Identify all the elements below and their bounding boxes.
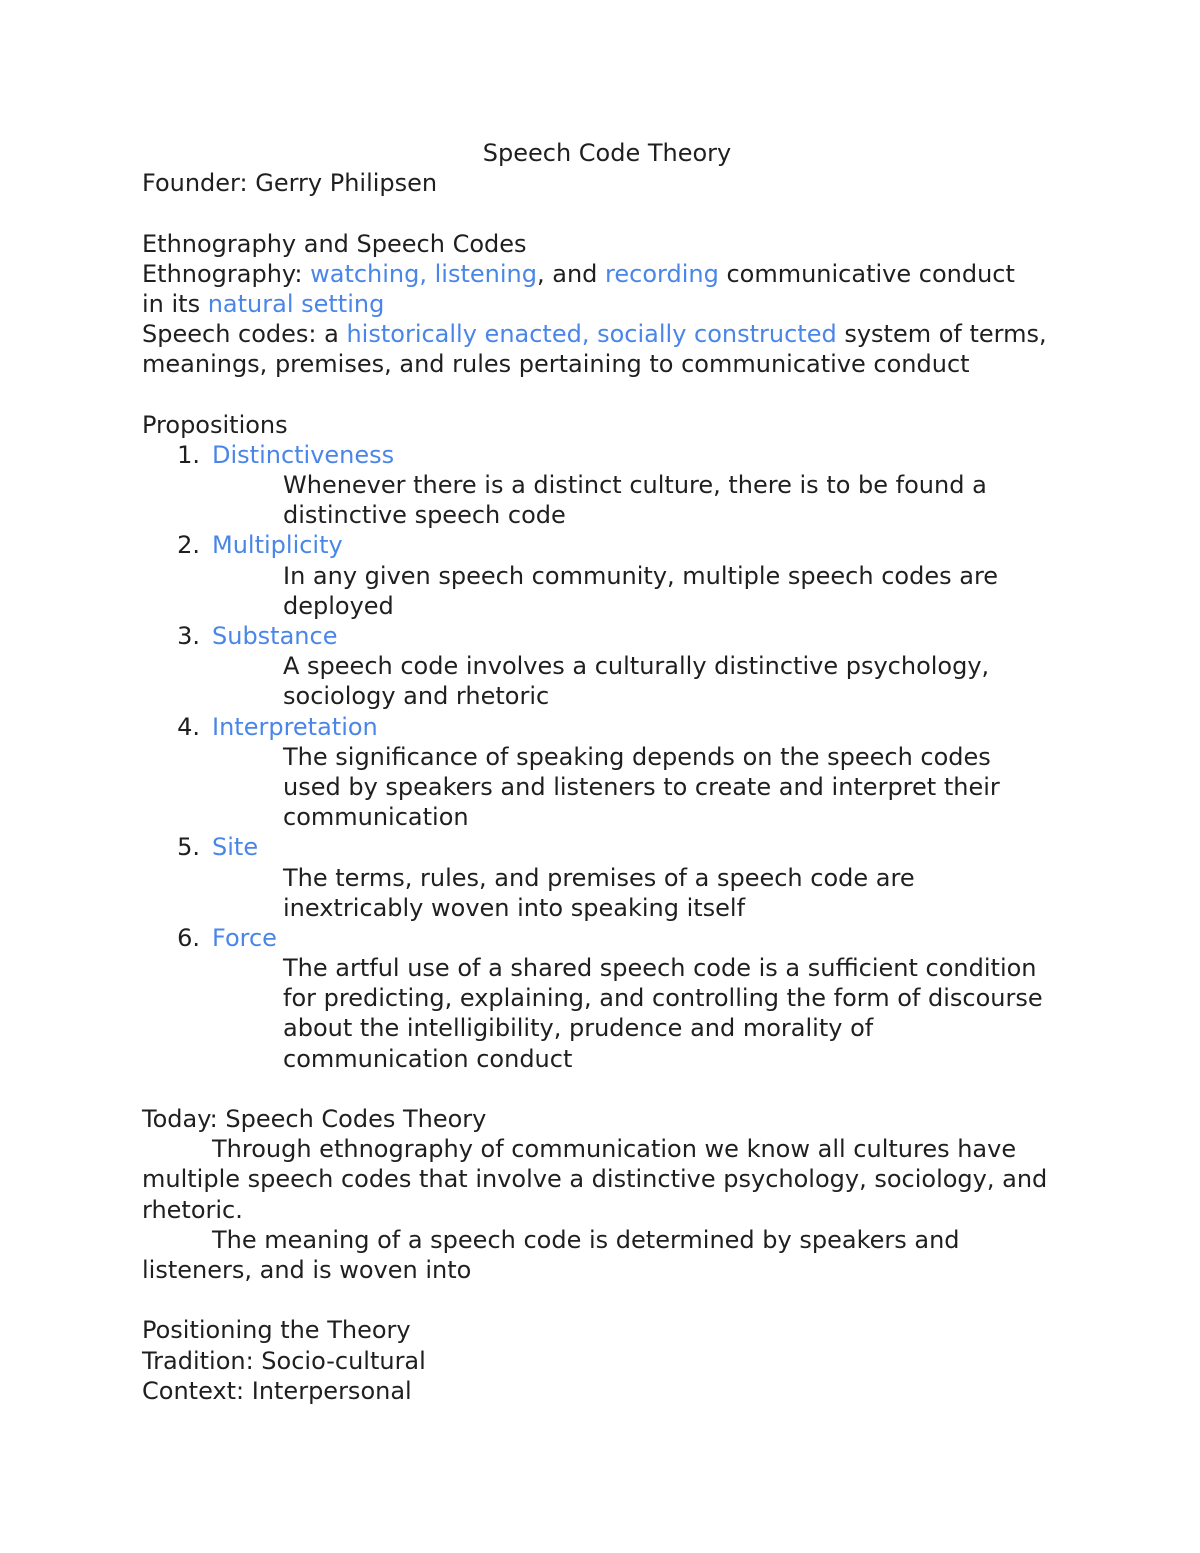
section-heading-ethnography: Ethnography and Speech Codes <box>142 229 527 258</box>
text-run: Ethnography: <box>142 259 311 288</box>
proposition-number: 3. <box>177 622 200 650</box>
proposition-number: 5. <box>177 833 200 862</box>
proposition-name: Substance <box>212 622 338 650</box>
proposition-name: Distinctiveness <box>212 440 395 469</box>
document-title: Speech Code Theory <box>482 139 732 167</box>
founder-line: Founder: Gerry Philipsen <box>142 169 438 198</box>
proposition-item <box>142 530 1072 560</box>
proposition-number: 2. <box>177 531 200 560</box>
proposition-number: 6. <box>177 923 200 952</box>
proposition-number: 1. <box>177 440 200 469</box>
proposition-description-line: deployed <box>283 591 394 620</box>
text-run: system of terms, <box>836 320 1047 349</box>
text-run: in its <box>142 289 208 318</box>
proposition-name: Site <box>212 833 259 862</box>
text-run: Speech codes: a <box>142 320 347 349</box>
today-paragraph-2-line: The meaning of a speech code is determined by speakers and <box>212 1225 960 1254</box>
highlight-term: historically enacted, socially constructed <box>346 320 837 349</box>
proposition-description-line: used by speakers and listeners to create and interpret their <box>283 772 1000 801</box>
proposition-description-line: for predicting, explaining, and controlling the form of discourse <box>283 984 1043 1013</box>
today-paragraph-1-line: rhetoric. <box>142 1195 243 1224</box>
speech-codes-definition-line-2: meanings, premises, and rules pertaining to communicative conduct <box>142 350 970 379</box>
proposition-description-line: inextricably woven into speaking itself <box>283 893 746 922</box>
proposition-item <box>142 712 1072 742</box>
today-paragraph-1-line: Through ethnography of communication we know all cultures have <box>212 1135 1017 1164</box>
section-heading-positioning: Positioning the Theory <box>142 1316 411 1345</box>
proposition-item <box>142 923 1072 953</box>
speech-codes-definition-line-1 <box>142 319 1072 349</box>
proposition-description-line: distinctive speech code <box>283 501 566 530</box>
proposition-number: 4. <box>177 712 200 741</box>
text-run: , and <box>536 259 606 288</box>
ethnography-definition-line-2 <box>142 289 1072 319</box>
highlight-term: watching, listening <box>310 259 537 288</box>
proposition-description-line: sociology and rhetoric <box>283 682 550 711</box>
proposition-description-line: The artful use of a shared speech code is a sufficient condition <box>283 954 1037 983</box>
proposition-name: Force <box>212 923 277 952</box>
today-paragraph-2-line: listeners, and is woven into <box>142 1255 472 1284</box>
today-paragraph-1-line: multiple speech codes that involve a distinctive psychology, sociology, and <box>142 1165 1048 1194</box>
highlight-term: recording <box>605 259 719 288</box>
ethnography-definition-line-1 <box>142 259 1072 289</box>
proposition-description-line: In any given speech community, multiple speech codes are <box>283 561 999 590</box>
proposition-description-line: The significance of speaking depends on the speech codes <box>283 742 991 771</box>
document-page <box>142 138 1072 1406</box>
proposition-description-line: about the intelligibility, prudence and morality of <box>283 1014 874 1043</box>
proposition-item <box>142 440 1072 470</box>
proposition-name: Multiplicity <box>212 531 343 560</box>
section-heading-propositions: Propositions <box>142 410 288 439</box>
proposition-name: Interpretation <box>212 712 378 741</box>
tradition-line: Tradition: Socio-cultural <box>142 1346 426 1375</box>
proposition-description-line: Whenever there is a distinct culture, there is to be found a <box>283 471 987 500</box>
context-line: Context: Interpersonal <box>142 1376 412 1405</box>
text-run: communicative conduct <box>718 259 1015 288</box>
proposition-item <box>142 832 1072 862</box>
proposition-description-line: A speech code involves a culturally distinctive psychology, <box>283 652 990 681</box>
highlight-term: natural setting <box>207 289 385 318</box>
proposition-description-line: communication <box>283 803 469 832</box>
propositions-list <box>142 440 1072 1074</box>
proposition-description-line: communication conduct <box>283 1044 573 1073</box>
section-heading-today: Today: Speech Codes Theory <box>142 1105 487 1133</box>
proposition-item <box>142 621 1072 651</box>
proposition-description-line: The terms, rules, and premises of a speech code are <box>283 863 915 892</box>
